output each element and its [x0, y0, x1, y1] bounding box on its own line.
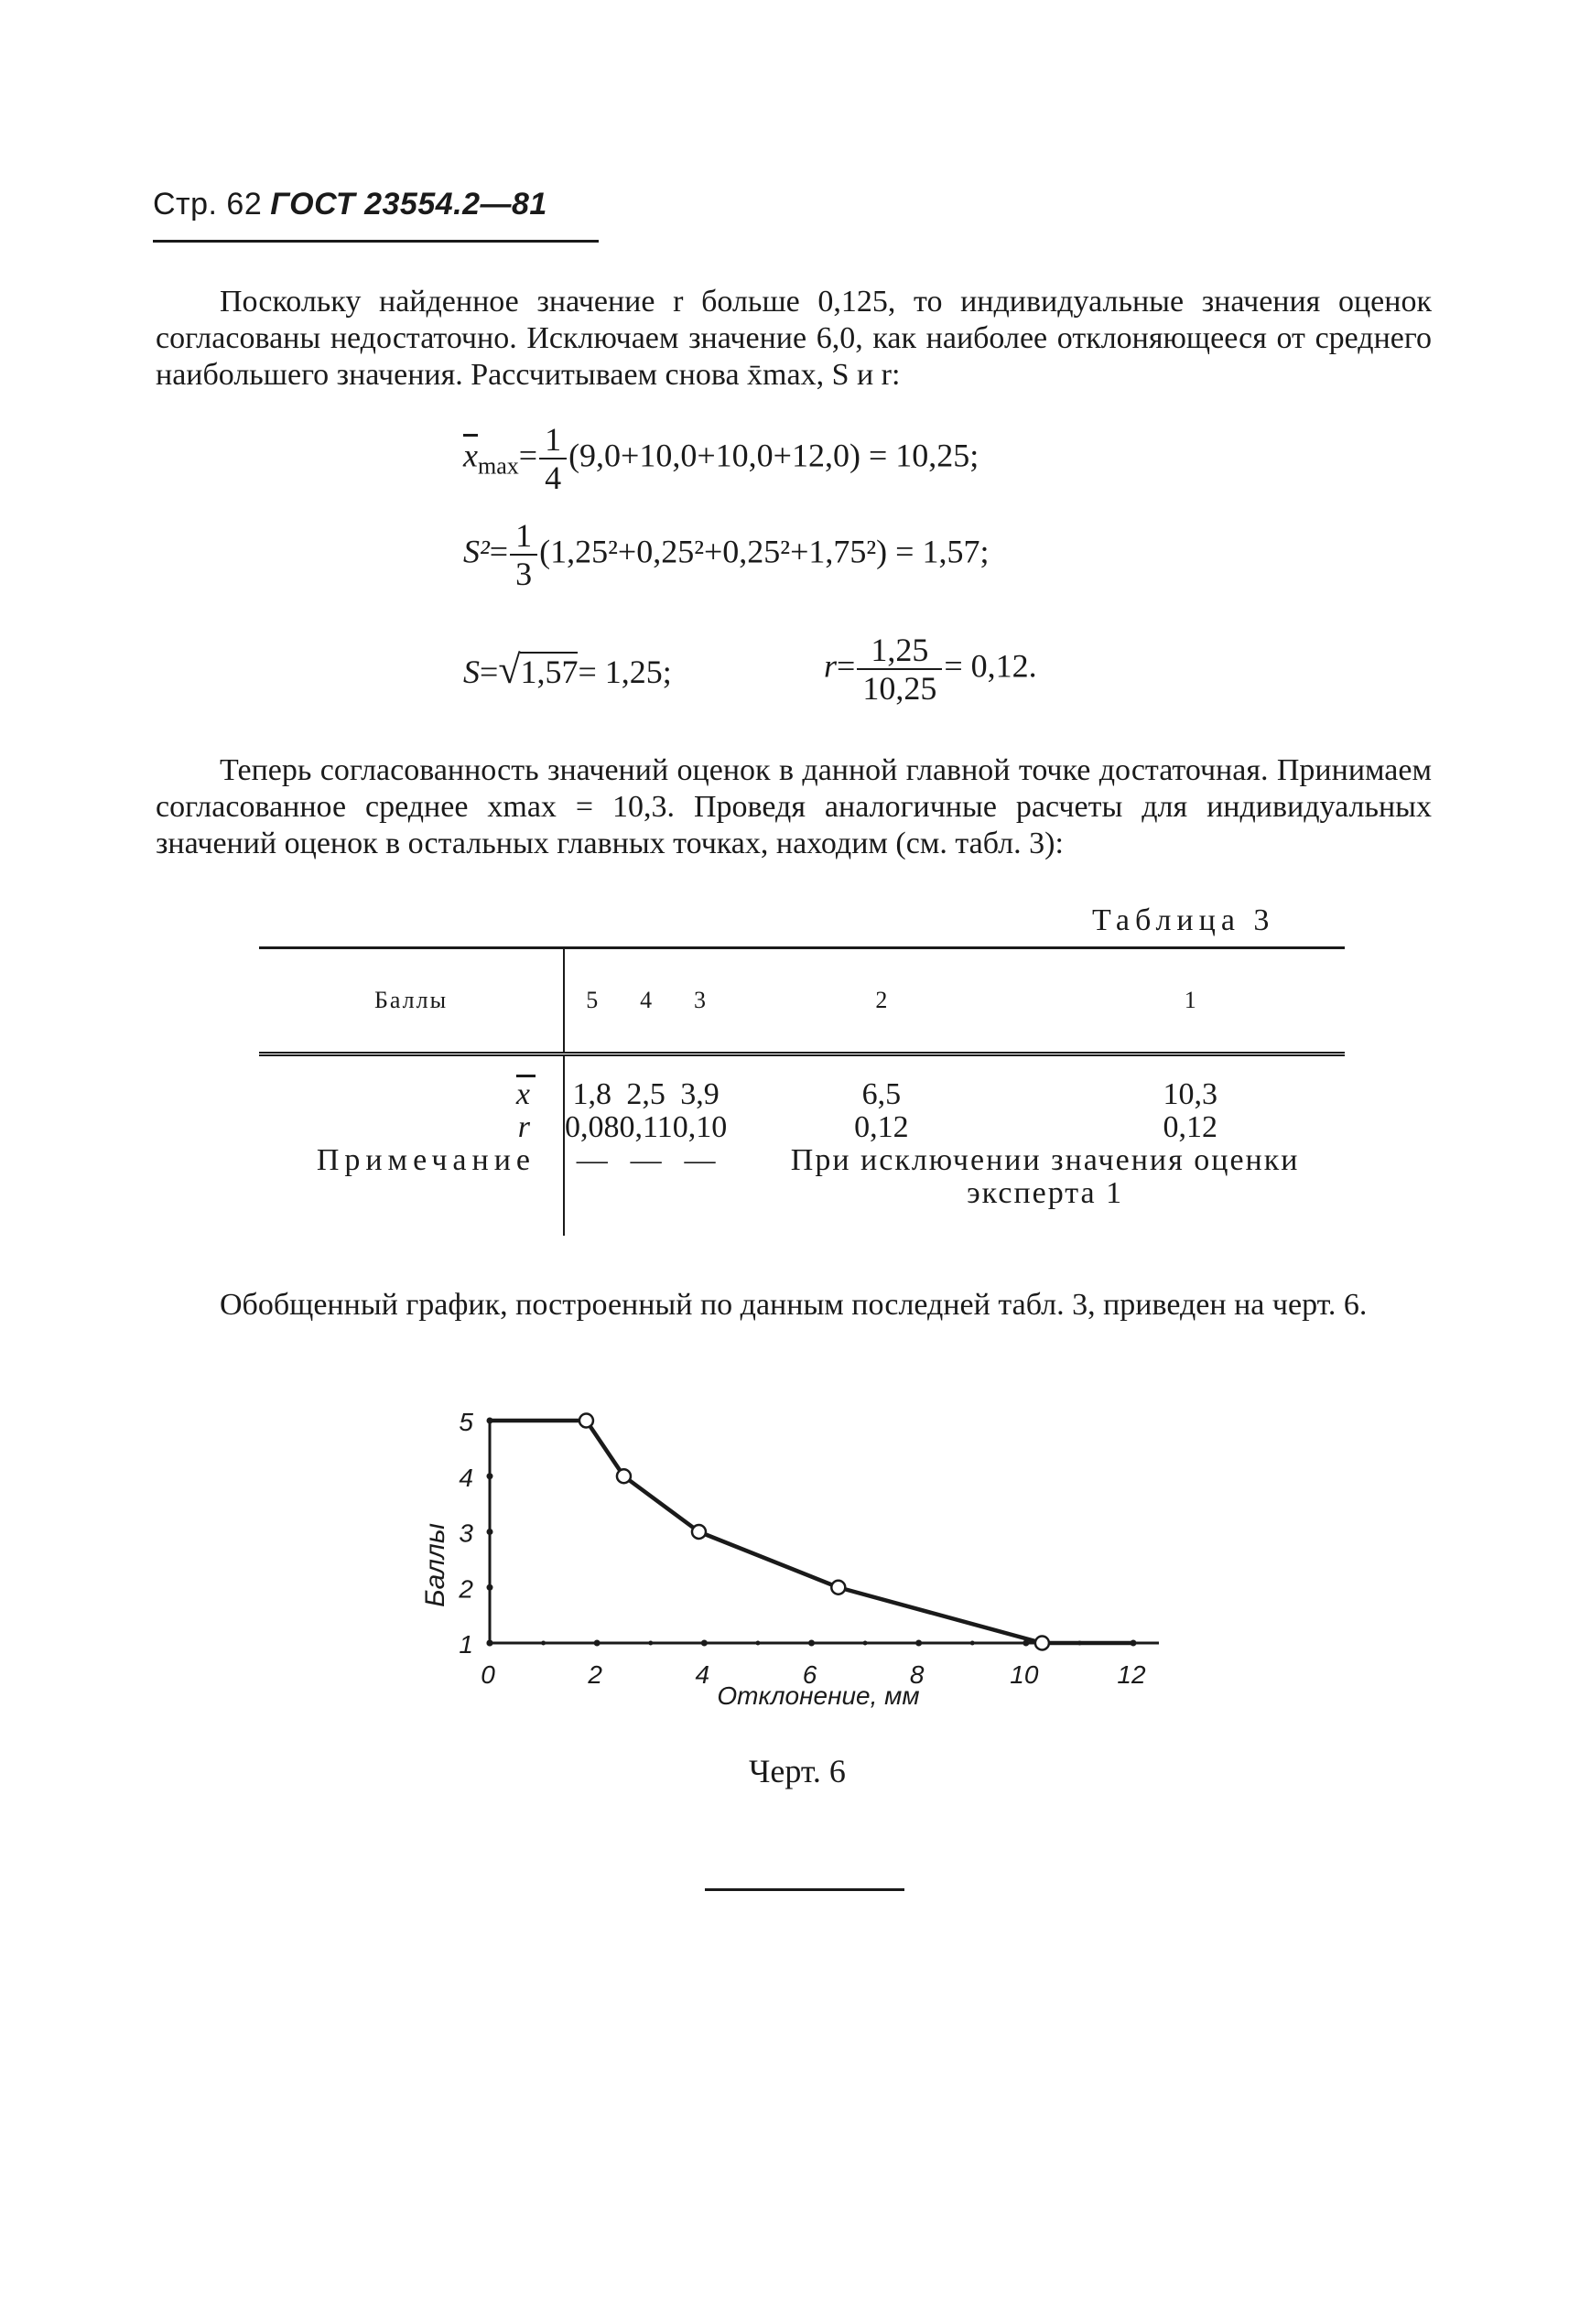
fraction-numerator: 1	[539, 421, 567, 459]
table-row-r	[259, 1111, 1345, 1144]
column-header: 3	[673, 948, 728, 1054]
column-header: 2	[727, 948, 1035, 1054]
table-cell: —	[684, 1143, 716, 1177]
xmax-symbol: $\overline{x}$	[463, 437, 478, 474]
table-cell: 2,5	[626, 1077, 665, 1111]
page-header	[153, 187, 547, 222]
row-label-note: Примечание	[259, 1144, 564, 1236]
header-label: Баллы	[259, 948, 564, 1054]
x-tick-label: 4	[695, 1660, 710, 1689]
table-cell: 0,12	[854, 1110, 909, 1144]
fraction-denominator: 4	[545, 459, 562, 496]
fraction-r	[857, 632, 942, 707]
sqrt-radicand: 1,57	[520, 654, 579, 690]
table-cell: —	[630, 1143, 662, 1177]
x-minor-tick	[970, 1641, 975, 1646]
table-cell: 6,5	[861, 1077, 902, 1111]
fraction-denominator: 10,25	[862, 670, 937, 707]
s-symbol: S	[463, 654, 480, 690]
gost-number: ГОСТ 23554.2—81	[270, 187, 547, 222]
table-3	[259, 946, 1345, 1236]
x-bar-symbol: $\overline{x}$	[515, 1077, 536, 1111]
end-rule	[705, 1888, 904, 1891]
x-tick-mark	[808, 1640, 815, 1647]
s2-symbol: S²	[463, 533, 490, 570]
row-label-r	[259, 1111, 564, 1144]
paragraph-2-text: Теперь согласованность значений оценок в данной главной точке достаточная. Принимаем согласованное среднее xmax = 10,3. Проведя аналогичные расчеты для индивидуальных значений оценок в остальных главных точках, находим (см. табл. 3):	[156, 753, 1432, 860]
table-cell: 3,9	[680, 1077, 720, 1111]
x-tick-label: 12	[1117, 1660, 1146, 1689]
y-tick-mark	[487, 1473, 493, 1479]
table-cell: 10,3	[1163, 1077, 1218, 1111]
r-symbol: r	[517, 1110, 536, 1144]
x-minor-tick	[755, 1641, 760, 1646]
formula-2-body: (1,25²+0,25²+0,25²+1,75²) = 1,57;	[539, 533, 990, 570]
row-label-x	[259, 1054, 564, 1112]
x-tick-mark	[915, 1640, 922, 1647]
formula-1-body: (9,0+10,0+10,0+12,0) = 10,25;	[568, 437, 979, 474]
data-point	[579, 1414, 593, 1428]
series-line	[490, 1421, 1133, 1643]
y-tick-label: 5	[459, 1408, 473, 1436]
column-header: 1	[1036, 948, 1345, 1054]
table-cell: 0,11	[619, 1110, 673, 1144]
y-tick-mark	[487, 1529, 493, 1535]
formula-xmax	[463, 421, 979, 496]
x-tick-mark	[594, 1640, 601, 1647]
table-cell: 0,08	[565, 1110, 620, 1144]
formula-s	[463, 646, 672, 693]
sqrt-sign: √	[498, 647, 521, 692]
table-cell-note: При исключении значения оценки эксперта 1	[790, 1143, 1300, 1210]
equals-sign: =	[489, 533, 509, 570]
x-tick-label: 8	[909, 1660, 925, 1689]
x-tick-label: 0	[481, 1660, 495, 1689]
table-cell: —	[576, 1143, 608, 1177]
table-row-x	[259, 1054, 1345, 1112]
y-tick-mark	[487, 1584, 493, 1591]
y-tick-label: 1	[459, 1630, 473, 1659]
equals-sign: =	[837, 647, 856, 685]
column-header: 5	[564, 948, 620, 1054]
chart-6	[403, 1382, 1190, 1730]
header-rule	[153, 240, 599, 243]
paragraph-2	[156, 752, 1432, 862]
paragraph-3-text: Обобщенный график, построенный по данным последней табл. 3, приведен на черт. 6.	[220, 1288, 1368, 1322]
x-tick-mark	[487, 1640, 493, 1647]
table-header-row	[259, 948, 1345, 1054]
x-minor-tick	[863, 1641, 868, 1646]
table-cell: 0,10	[672, 1110, 728, 1144]
x-tick-label: 2	[588, 1660, 602, 1689]
table-row-note	[259, 1144, 1345, 1236]
fraction-1-4	[539, 421, 567, 496]
y-tick-label: 2	[459, 1574, 473, 1604]
formula-s2	[463, 517, 989, 592]
data-point	[617, 1469, 631, 1483]
column-header: 4	[620, 948, 673, 1054]
x-tick-label: 6	[802, 1660, 817, 1689]
y-axis-label: Баллы	[420, 1523, 450, 1607]
data-point	[692, 1525, 706, 1539]
data-point	[1035, 1637, 1049, 1650]
x-axis-label: Отклонение, мм	[717, 1681, 920, 1710]
figure-caption: Черт. 6	[749, 1753, 846, 1789]
equals-sign: =	[480, 654, 499, 690]
table-cell: 1,8	[572, 1077, 611, 1111]
equals-sign: =	[518, 437, 538, 474]
data-point	[831, 1581, 845, 1594]
r-symbol: r	[824, 647, 838, 685]
y-tick-label: 4	[459, 1463, 473, 1492]
paragraph-3	[156, 1287, 1432, 1324]
x-minor-tick	[648, 1641, 653, 1646]
y-tick-label: 3	[459, 1519, 473, 1548]
xmax-subscript: max	[477, 452, 519, 480]
page-number: Стр. 62	[153, 187, 263, 222]
x-tick-mark	[701, 1640, 708, 1647]
paragraph-1-text: Поскольку найденное значение r больше 0,125, то индивидуальные значения оценок согласованы недостаточно. Исключаем значение 6,0, как наиболее отклоняющееся от среднего наибольшего значения. Рассчитываем снова x̄max, S и r:	[156, 285, 1432, 392]
fraction-1-3	[510, 517, 537, 592]
table-cell: 0,12	[1163, 1110, 1218, 1144]
paragraph-1	[156, 284, 1432, 394]
r-result: = 0,12.	[944, 647, 1037, 685]
table-title: Таблица 3	[1092, 903, 1275, 937]
fraction-numerator: 1	[510, 517, 537, 556]
x-minor-tick	[541, 1641, 546, 1646]
formula-r	[824, 632, 1037, 707]
s-result: = 1,25;	[578, 654, 672, 690]
fraction-denominator: 3	[515, 556, 533, 592]
fraction-numerator: 1,25	[857, 632, 942, 670]
x-tick-label: 10	[1010, 1660, 1039, 1689]
